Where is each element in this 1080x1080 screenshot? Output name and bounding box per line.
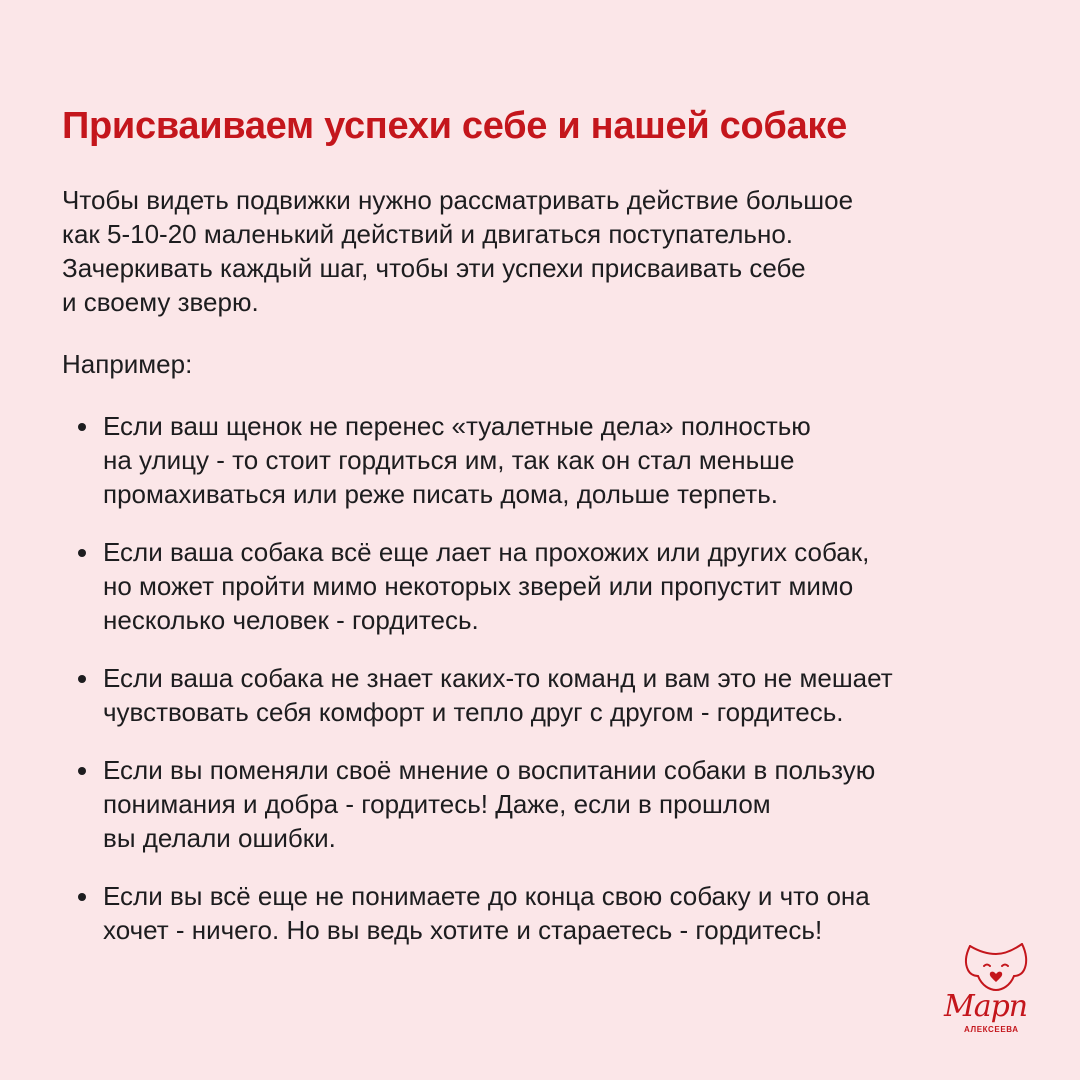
list-item-line: хочет - ничего. Но вы ведь хотите и стараетесь - гордитесь!: [103, 915, 823, 945]
intro-line: Зачеркивать каждый шаг, чтобы эти успехи присваивать себе: [62, 253, 806, 283]
list-item-line: понимания и добра - гордитесь! Даже, если в прошлом: [103, 789, 771, 819]
bullet-dot-icon: [78, 423, 86, 431]
list-item-line: несколько человек - гордитесь.: [103, 605, 479, 635]
intro-line: Чтобы видеть подвижки нужно рассматривать действие большое: [62, 185, 854, 215]
bullet-dot-icon: [78, 893, 86, 901]
list-item-line: Если ваша собака всё еще лает на прохожих или других собак,: [103, 537, 870, 567]
bullet-dot-icon: [78, 549, 86, 557]
list-item-line: но может пройти мимо некоторых зверей или пропустит мимо: [103, 571, 854, 601]
intro-line: как 5-10-20 маленький действий и двигаться поступательно.: [62, 219, 793, 249]
list-item-line: на улицу - то стоит гордиться им, так как он стал меньше: [103, 445, 795, 475]
list-item: [62, 409, 1022, 511]
bullet-dot-icon: [78, 767, 86, 775]
list-item-line: Если ваша собака не знает каких-то команд и вам это не мешает: [103, 663, 893, 693]
list-item-line: Если вы всё еще не понимаете до конца свою собаку и что она: [103, 881, 870, 911]
page-title: Присваиваем успехи себе и нашей собаке: [62, 105, 847, 147]
list-item-line: вы делали ошибки.: [103, 823, 336, 853]
dog-head-heart-icon: [940, 936, 1050, 996]
brand-logo: [940, 936, 1050, 1048]
logo-name: Марп: [944, 989, 1028, 1024]
list-item-line: Если ваш щенок не перенес «туалетные дела» полностью: [103, 411, 811, 441]
bullet-dot-icon: [78, 675, 86, 683]
list-item: [62, 753, 1022, 855]
list-item-line: чувствовать себя комфорт и тепло друг с другом - гордитесь.: [103, 697, 844, 727]
logo-surname: АЛЕКСЕЕВА: [964, 1025, 1019, 1034]
example-list: [62, 409, 1022, 947]
list-item: [62, 535, 1022, 637]
intro-paragraph: [62, 183, 1022, 319]
list-item: [62, 879, 1022, 947]
list-item-line: промахиваться или реже писать дома, дольше терпеть.: [103, 479, 778, 509]
list-item: [62, 661, 1022, 729]
content: [62, 100, 1022, 971]
list-item-line: Если вы поменяли своё мнение о воспитании собаки в пользую: [103, 755, 876, 785]
intro-line: и своему зверю.: [62, 287, 259, 317]
example-label: Например:: [62, 349, 193, 379]
